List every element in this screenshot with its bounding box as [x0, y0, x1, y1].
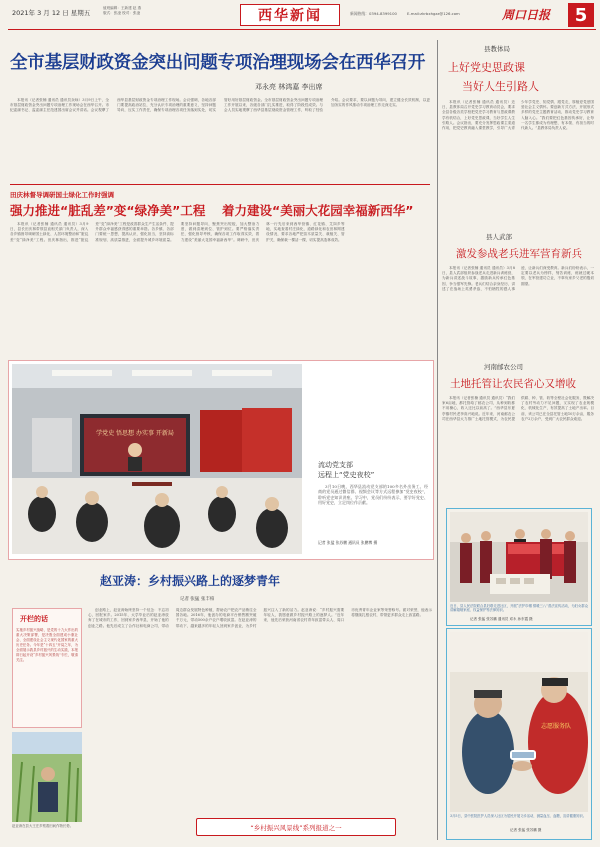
right-top-kicker: 县教体局 [484, 45, 510, 53]
right-bottom-body: 本报讯（记者张楠 通讯员 通讯员）“我们家6亩地，都托管给了邮农公司，从种到收都不用操心，收入还比以前高了。”西华县东夏亭镇村民老李高兴地说。近年来，河南邮农公司在西华县大力推广土地托管模式，为农民提供耕、种、管、收等全程社会化服务，既解决了农村劳动力不足问题，又实现了农业规模化、机械化生产，有效提高了土地产出率。目前，该公司已在全县托管土地10万余亩，服务农户2万余户，受到广大农民群众欢迎。 [442, 396, 594, 421]
editor-credits: 值班编辑：王新建 赵 燕 版式：张凌 校对：张凌 [103, 6, 142, 15]
lead-body: 本报讯（记者张楠 通讯员 通讯员卖咏）3月9日上午，全市基层财政资金突出问题专项治理工作现场会在西华召开。市纪委副书记、监委副主任范建国出席会议并讲话。会议观摩了西华县基层财政资金专项治理工作现场。会议强调，各地各部门要提高政治站位，充分认识专项治理的重要意义，坚持问题导向，压实工作责任，确保专项治理各项任务落到实处，切实管好用好基层财政资金。全市基层财政资金突出问题专项治理工作开展以来，各级各部门扎实推进，取得了阶段性成效。与会人员实地观摩了西华县基层财政资金管理工作，听取了经验介绍。会议要求，要以问题为导向，建立健全长效机制，以更加务实的作风推动专项治理工作走深走实。 [10, 98, 430, 113]
right-mid-headline: 激发参战老兵进军营育新兵 [456, 248, 582, 260]
volunteer-vest-text: 志愿服务队 [540, 723, 572, 730]
right-mid-kicker: 县人武部 [486, 233, 512, 241]
right-top-headline-2: 当好人生引路人 [462, 80, 539, 93]
sidebar-title: 开栏的话 [20, 615, 48, 623]
photo-2-caption: 3月5日，县中医院医护人员深入社区为居民开展义诊活动，测量血压、血糖，宣讲健康知识。 [450, 814, 587, 818]
masthead [0, 0, 600, 40]
paper-name: 周口日报 [502, 8, 551, 22]
screen-slogan: 学党史 悟思想 办实事 开新局 [96, 430, 174, 437]
section-title: 西华新闻 [258, 8, 322, 24]
party-caption-title: 流动党支部 远程上“党史夜校” [318, 461, 375, 479]
right-mid-body: 本报讯（记者张楠 通讯员 通讯员）3月8日，县人武部组织参战老兵走进新兵训练营，为新兵讲述战斗故事，激励新兵传承红色基因、争当强军先锋。老兵们结合亲身经历，讲述了在战场上英勇杀敌、不怕牺牲的感人事迹，让新兵们深受教育。新兵们纷纷表示，一定要以老兵为榜样，刻苦训练，练就过硬本领，在军营建功立业，不辜负家乡父老的殷切期望。 [442, 266, 594, 291]
profile-byline: 记者 张猛 张丰柏 [180, 597, 215, 602]
photo-2-credit: 记者 张猛 张苏鹏 摄 [510, 828, 542, 832]
series-banner-text: “乡村振兴风景线”系列报道之一 [250, 823, 342, 832]
profile-photo [12, 732, 82, 822]
masthead-rule [8, 29, 596, 30]
series-banner [196, 818, 396, 836]
sidebar-body: 实施乡村振兴战略，是党的十九大作出的重大决策部署，是决胜全面建成小康社会、全面建设社会主义现代化国家的重大历史任务。今年是“十四五”开局之年，为全面展示我县乡村振兴的生动实践，本报即日起开设“乡村振兴风景线”专栏，敬请关注。 [16, 628, 78, 662]
issue-date: 2021年 3 月 12 日 星期五 [12, 9, 91, 17]
party-class-photo [12, 364, 302, 554]
volunteer-clinic-photo [450, 632, 588, 812]
right-top-headline-1: 上好党史思政课 [448, 61, 525, 74]
right-top-body: 本报讯（记者张楠 通讯员 通讯员）近日，县教体局召开党史学习教育动员会，要求全县各级各类学校把党史学习教育与思政课教学有机结合，上好党史思政课，当好学生人生引路人。会议指出，要充分发挥思政课主渠道作用，把党史教育融入课堂教学，引导广大青少年学党史、知党情、跟党走，厚植爱党爱国爱社会主义情怀。要创新方式方法，开展形式多样的党史主题教育活动，推动党史学习教育入脑入心。“我们要把红色基因传承好，让每一名学生都成为有理想、有本领、有担当的时代新人。”县教体局负责人说。 [442, 100, 594, 131]
photo-1-credit: 记者 张猛 张苏鹏 通讯员 邓永 孙东霞 摄 [470, 617, 533, 621]
party-caption-body: 3月10日晚，西华县流动党支部的100多名外出务工、经商的党员通过微信群、视频会议等方式远程参加“党史夜校”，聆听党史知识讲座。学习中，党员们纷纷表示，要学好党史、用好党史，立足岗位作贡献。 [318, 484, 428, 506]
clean-headline-right: 着力建设“美丽大花园幸福新西华” [222, 203, 414, 218]
court-women-photo [450, 512, 588, 602]
separator-1 [10, 184, 430, 185]
email: E-mail:zkrbxhgzz@126.com [407, 11, 460, 16]
section-title-box [240, 4, 340, 26]
profile-headline: 赵亚涛：乡村振兴路上的逐梦青年 [100, 574, 281, 588]
party-caption-credit: 记者 张猛 张苏鹏 通讯员 张鹏博 摄 [318, 540, 378, 545]
page-number: 5 [568, 3, 594, 27]
profile-body: 创业路上，赵亚涛始终坚持一个信念：不忘初心，回报家乡。2015年，大学毕业后的赵亚涛放弃了在城市的工作，回到家乡西华县，开始了他的创业之路。他先后成立了合作社和电商公司，带动周边群众发展特色种植，帮助农户把农产品销往全国各地。2016年，他创办的电商平台销售额突破千万元，带动500余户农户增收致富。在赵亚涛的带动下，越来越多的年轻人回到家乡创业，为乡村振兴注入了新的活力。赵亚涛说：“乡村振兴需要年轻人，我愿意做乡村振兴路上的逐梦人。”近年来，他先后荣获河南省农村青年致富带头人、周口市优秀青年企业家等荣誉称号。面对荣誉，他表示将继续扎根农村，带领更多群众走上致富路。 [88, 608, 432, 628]
right-bottom-kicker: 河南邮农公司 [484, 363, 523, 371]
clean-kicker: 田庆林督导调研国土绿化工作时强调 [10, 191, 114, 199]
clean-headline-left: 强力推进“脏乱差”变“绿净美”工程 [10, 203, 206, 218]
photo-1-caption: 近日，县人民法院联合县妇联走进社区，开展“法护巾帼 情暖三八”普法宣传活动，为妇女群众讲解婚姻家庭、权益保护等法律知识。 [450, 604, 588, 613]
clean-body: 本报讯（记者张楠 通讯员 通讯员）3月9日，县长田庆林带领县直相关部门负责人，深入各乡镇督导调研国土绿化、人居环境整治和“脏乱差”变“绿净美”工程。田庆林指出，推进“脏乱差”变“绿净美”工程是改善群众生产生活条件、提升群众幸福感获得感的重要举措。各乡镇、各部门要统一思想，提高认识，强化担当，坚持高标准规划、高质量推进，全面提升城乡环境质量。要坚持问题导向，聚焦突出短板，加大整治力度，做到清理到位、管护到位。要严格落实责任，强化督导考核，确保各项工作取得实效，着力建设“美丽大花园幸福新西华”。调研中，田庆林一行先后来到西华营镇、红花镇、艾岗乡等地，实地查看村庄绿化、道路绿化和农田林网建设情况，要求各地严把苗木质量关、栽植关、管护关，确保栽一棵活一棵，切实提高造林成效。 [10, 222, 345, 242]
lead-byline: 邓永亮 林鸿嘉 李出席 [255, 83, 323, 91]
lead-headline: 全市基层财政资金突出问题专项治理现场会在西华召开 [10, 53, 426, 73]
news-hotline: 新闻热线：0394-8399100 [350, 11, 397, 16]
column-divider [437, 40, 438, 840]
right-bottom-headline: 土地托管让农民省心又增收 [450, 378, 576, 390]
profile-photo-caption: 赵亚涛在县大王庄乡察看田间作物长势。 [12, 824, 74, 828]
